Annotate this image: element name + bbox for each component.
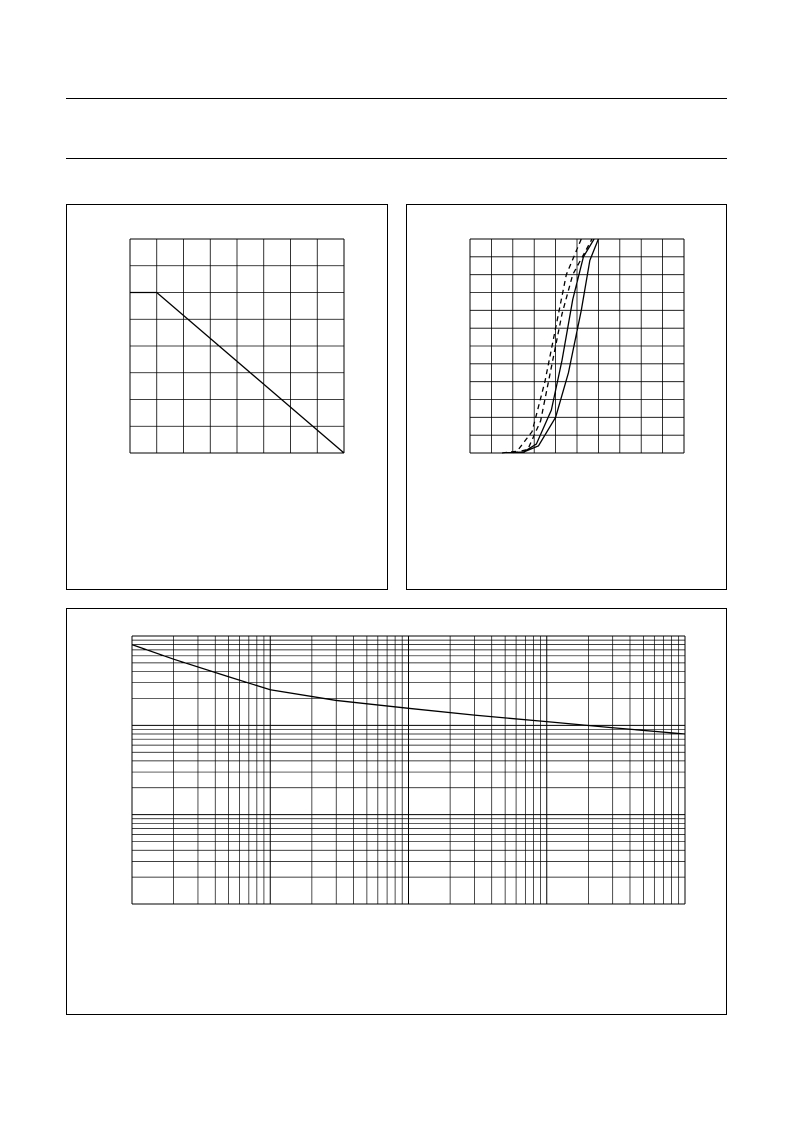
chart-log-log: [67, 609, 728, 1016]
figure-panel-bottom: [66, 608, 727, 1015]
header-rule-top: [66, 98, 727, 99]
figure-panel-left: [66, 204, 388, 590]
chart-transfer-characteristic: [407, 205, 728, 591]
header-rule-bottom: [66, 158, 727, 159]
chart-linear-derating: [67, 205, 389, 591]
figure-panel-right: [406, 204, 727, 590]
